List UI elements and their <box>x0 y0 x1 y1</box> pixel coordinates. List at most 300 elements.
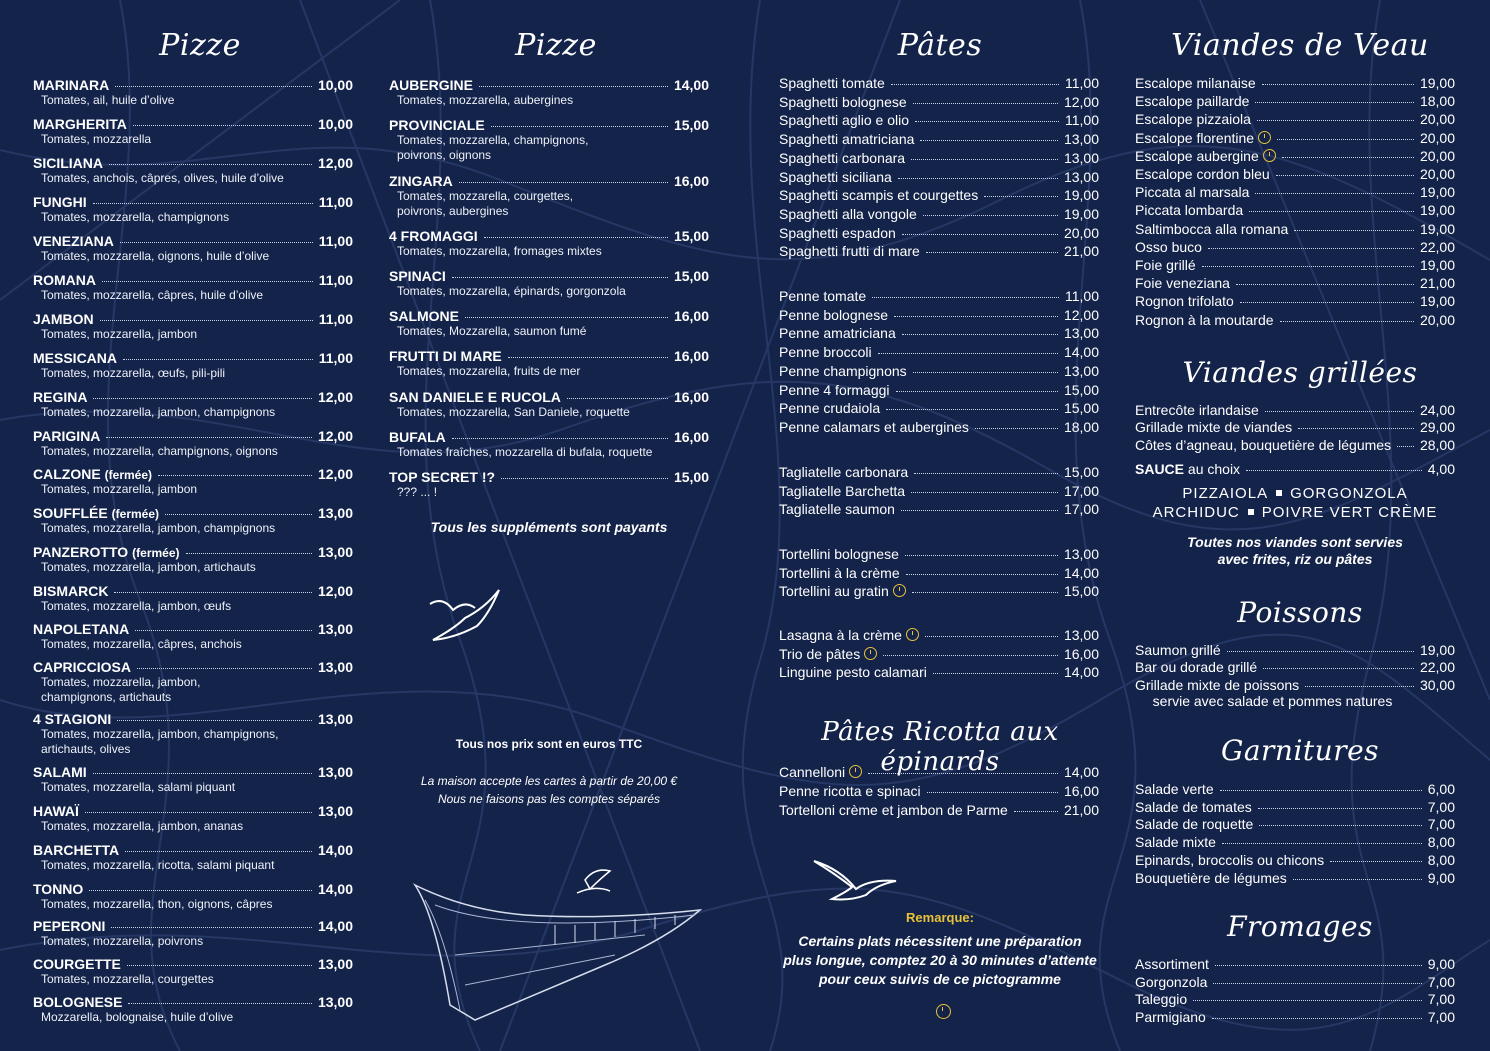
pizza-item <box>389 228 709 259</box>
side-item-price: 7,00 <box>1427 799 1455 815</box>
sauce-option: GORGONZOLA <box>1290 485 1408 502</box>
pizza-item <box>33 350 353 381</box>
pizza-description: Tomates, mozzarella, câpres, huile d’olive <box>41 288 264 302</box>
veal-item-price: 18,00 <box>1419 93 1455 109</box>
pizza-name: PANZEROTTO <box>33 544 129 560</box>
pizza-suffix: (fermée) <box>111 507 160 521</box>
pizza-description: Tomates, mozzarella, jambon, ananas <box>41 819 244 833</box>
veal-item-price: 21,00 <box>1419 275 1455 291</box>
pizza-price: 13,00 <box>317 621 353 637</box>
pizza-price: 13,00 <box>317 803 353 819</box>
fish-item-price: 19,00 <box>1419 642 1455 658</box>
pizza-description: Tomates, mozzarella, épinards, gorgonzola <box>397 284 626 298</box>
pizza-item <box>33 311 353 342</box>
pizza-item <box>33 711 353 757</box>
pizza-description: Tomates, mozzarella, jambon, œufs <box>41 599 232 613</box>
pizza-description: Tomates, mozzarella, champignons, oignons <box>41 444 278 458</box>
pizza-description: Tomates, mozzarella, jambon, champignons <box>41 405 276 419</box>
pizza-item <box>33 918 353 949</box>
pasta-item <box>779 363 1099 379</box>
side-item <box>1135 781 1455 797</box>
cheese-item-name: Parmigiano <box>1135 1009 1206 1025</box>
pizza-price: 15,00 <box>673 268 709 284</box>
side-item-price: 9,00 <box>1427 870 1455 886</box>
pasta-item <box>779 501 1099 517</box>
garnitures-title: Garnitures <box>1220 734 1380 767</box>
pasta-item-name: Spaghetti siciliana <box>779 169 892 185</box>
pizza-name: SICILIANA <box>33 155 103 171</box>
sauce-options-1 <box>1135 485 1455 502</box>
pasta-item-price: 11,00 <box>1065 288 1099 304</box>
pizza-price: 10,00 <box>317 77 353 93</box>
pizza-item <box>33 544 353 575</box>
pizza-price: 14,00 <box>317 918 353 934</box>
pizza-price: 13,00 <box>317 711 353 727</box>
ricotta-item-name: Penne ricotta e spinaci <box>779 783 921 799</box>
pates-title: Pâtes <box>897 28 983 63</box>
veal-item <box>1135 221 1455 237</box>
pizza-description: Tomates, mozzarella, fruits de mer <box>397 364 581 378</box>
pizza-price: 13,00 <box>317 764 353 780</box>
side-item-name: Bouquetière de légumes <box>1135 870 1287 886</box>
pasta-item <box>779 288 1099 304</box>
ricotta-item <box>779 764 1099 780</box>
pasta-item-name: Tortellini à la crème <box>779 565 900 581</box>
pasta-item-price: 11,00 <box>1065 75 1099 91</box>
pizza-description: Tomates, mozzarella, jambon, <box>41 675 201 689</box>
pasta-item-price: 13,00 <box>1063 169 1099 185</box>
veal-item <box>1135 111 1455 127</box>
pizza-item <box>389 429 709 460</box>
fromages-title: Fromages <box>1227 910 1373 943</box>
sauce-rest: au choix <box>1187 461 1241 477</box>
pasta-item-price: 20,00 <box>1063 225 1099 241</box>
sauce-option: POIVRE VERT CRÈME <box>1261 504 1438 521</box>
pizza-description: Tomates, mozzarella, jambon <box>41 482 198 496</box>
veal-item <box>1135 312 1455 328</box>
pasta-item-name: Penne amatriciana <box>779 325 896 341</box>
grill-item-price: 24,00 <box>1419 402 1455 418</box>
side-item-name: Salade mixte <box>1135 834 1216 850</box>
pasta-item-name: Linguine pesto calamari <box>779 664 927 680</box>
side-item <box>1135 852 1455 868</box>
pasta-item-name: Tagliatelle carbonara <box>779 464 909 480</box>
pasta-item-price: 15,00 <box>1063 382 1099 398</box>
veal-item <box>1135 239 1455 255</box>
fish-item-name: Grillade mixte de poissons <box>1135 677 1300 693</box>
pasta-item-name: Spaghetti frutti di mare <box>779 243 920 259</box>
pizza-price: 13,00 <box>317 544 353 560</box>
cheese-item-price: 7,00 <box>1427 974 1455 990</box>
pizza-description: Tomates, mozzarella, salami piquant <box>41 780 236 794</box>
pizza-item <box>389 268 709 299</box>
pizza-price: 14,00 <box>317 842 353 858</box>
pasta-item-price: 12,00 <box>1063 94 1099 110</box>
pizza-price: 12,00 <box>317 466 353 482</box>
pizza-item <box>33 77 353 108</box>
ricotta-item <box>779 802 1099 818</box>
pizze-left-title: Pizze <box>159 28 241 63</box>
pasta-item-name: Tagliatelle Barchetta <box>779 483 906 499</box>
pasta-item <box>779 464 1099 480</box>
pasta-item <box>779 664 1099 680</box>
pizza-description: Tomates, mozzarella, champignons, <box>397 133 589 147</box>
grill-item-price: 28,00 <box>1419 437 1455 453</box>
pasta-item-name: Spaghetti bolognese <box>779 94 907 110</box>
veal-item <box>1135 93 1455 109</box>
veal-item-price: 20,00 <box>1419 166 1455 182</box>
pizza-name: NAPOLETANA <box>33 621 130 637</box>
pizza-item <box>33 466 353 497</box>
pizza-item <box>33 764 353 795</box>
pizza-name: MESSICANA <box>33 350 118 366</box>
pasta-item <box>779 382 1099 398</box>
pizza-price: 12,00 <box>317 428 353 444</box>
pasta-item-price: 19,00 <box>1063 206 1099 222</box>
pizza-suffix: (fermée) <box>132 546 180 560</box>
veal-item-price: 22,00 <box>1419 239 1455 255</box>
veal-item-name: Escalope paillarde <box>1135 93 1250 109</box>
pasta-item <box>779 94 1099 110</box>
pizza-price: 11,00 <box>318 350 353 366</box>
grill-item <box>1135 419 1455 435</box>
pizza-item <box>389 308 709 339</box>
pasta-item-price: 11,00 <box>1065 112 1099 128</box>
seagull-icon <box>425 588 505 644</box>
pasta-item <box>779 187 1099 203</box>
pasta-item <box>779 325 1099 341</box>
veal-item-price: 19,00 <box>1419 202 1455 218</box>
pizza-price: 13,00 <box>317 659 353 675</box>
sauce-label: SAUCE <box>1135 461 1185 477</box>
pasta-item-price: 19,00 <box>1063 187 1099 203</box>
pasta-item-price: 16,00 <box>1063 646 1099 662</box>
pasta-item-price: 14,00 <box>1063 565 1099 581</box>
veal-item-name: Foie grillé <box>1135 257 1196 273</box>
pizza-item <box>33 583 353 614</box>
pizza-item <box>33 842 353 873</box>
veal-item-price: 20,00 <box>1419 312 1455 328</box>
pizza-name: CALZONE <box>33 466 101 482</box>
veal-item-name: Osso buco <box>1135 239 1202 255</box>
veal-item-name: Escalope pizzaiola <box>1135 111 1251 127</box>
pasta-item <box>779 75 1099 91</box>
fish-item <box>1135 659 1455 675</box>
pizza-description: Tomates, mozzarella, ricotta, salami piquant <box>41 858 275 872</box>
pasta-item <box>779 206 1099 222</box>
pizza-item <box>389 469 709 500</box>
pizza-name: ZINGARA <box>389 173 453 189</box>
veal-item <box>1135 166 1455 182</box>
veal-item-name: Foie veneziana <box>1135 275 1230 291</box>
boat-icon <box>405 855 710 1025</box>
ricotta-item-name: Tortelloni crème et jambon de Parme <box>779 802 1008 818</box>
grill-item-price: 29,00 <box>1419 419 1455 435</box>
pizza-name: SALMONE <box>389 308 459 324</box>
pizza-name: MARINARA <box>33 77 110 93</box>
pizza-price: 12,00 <box>317 583 353 599</box>
sauce-price: 4,00 <box>1427 461 1455 477</box>
remark-line-1: Certains plats nécessitent une préparation <box>798 933 1082 949</box>
pasta-item <box>779 565 1099 581</box>
pasta-item-price: 14,00 <box>1063 664 1099 680</box>
clock-icon <box>893 584 906 597</box>
pizza-description: artichauts, olives <box>41 742 131 756</box>
pasta-item-name: Tortellini au gratin <box>779 583 889 599</box>
pizza-name: FUNGHI <box>33 194 87 210</box>
pasta-item-price: 17,00 <box>1063 483 1099 499</box>
pizza-price: 16,00 <box>673 429 709 445</box>
pasta-item-name: Lasagna à la crème <box>779 627 902 643</box>
pasta-item-price: 13,00 <box>1063 131 1099 147</box>
veal-item-name: Escalope aubergine <box>1135 148 1259 164</box>
pizza-name: MARGHERITA <box>33 116 127 132</box>
pizza-description: Tomates, mozzarella, San Daniele, roquette <box>397 405 630 419</box>
veal-item <box>1135 75 1455 91</box>
pasta-item-price: 21,00 <box>1063 243 1099 259</box>
grill-item <box>1135 437 1455 453</box>
pasta-item <box>779 150 1099 166</box>
pizza-description: Tomates, mozzarella <box>41 132 152 146</box>
pizza-description: poivrons, oignons <box>397 148 492 162</box>
pizza-price: 11,00 <box>318 194 353 210</box>
pizza-price: 16,00 <box>673 308 709 324</box>
fish-item-price: 30,00 <box>1419 677 1455 693</box>
pasta-item-name: Tortellini bolognese <box>779 546 899 562</box>
pizza-name: BUFALA <box>389 429 446 445</box>
pizza-price: 10,00 <box>317 116 353 132</box>
pizza-name: PEPERONI <box>33 918 106 934</box>
cheese-item <box>1135 1009 1455 1025</box>
cheese-item-name: Assortiment <box>1135 956 1209 972</box>
grill-title: Viandes grillées <box>1182 356 1418 389</box>
poissons-title: Poissons <box>1237 596 1363 629</box>
pasta-item-name: Penne champignons <box>779 363 907 379</box>
pizza-name: JAMBON <box>33 311 94 327</box>
veal-item-name: Escalope florentine <box>1135 130 1255 146</box>
side-item-price: 6,00 <box>1427 781 1455 797</box>
pizza-item <box>33 194 353 225</box>
pizza-description: Tomates, mozzarella, poivrons <box>41 934 204 948</box>
pasta-item <box>779 112 1099 128</box>
remark-line-3: pour ceux suivis de ce pictogramme <box>819 971 1061 987</box>
grill-item-name: Grillade mixte de viandes <box>1135 419 1293 435</box>
pizza-description: Tomates, mozzarella, câpres, anchois <box>41 637 242 651</box>
pizza-price: 13,00 <box>317 994 353 1010</box>
pasta-item-price: 12,00 <box>1063 307 1099 323</box>
pizza-price: 15,00 <box>673 469 709 485</box>
pasta-item-name: Penne 4 formaggi <box>779 382 890 398</box>
cheese-item-name: Gorgonzola <box>1135 974 1208 990</box>
ricotta-title: Pâtes Ricotta aux épinards <box>821 717 1059 777</box>
pasta-item-price: 15,00 <box>1063 583 1099 599</box>
veal-item <box>1135 148 1455 164</box>
pasta-item-name: Penne calamars et aubergines <box>779 419 969 435</box>
pasta-item <box>779 546 1099 562</box>
pasta-item-price: 17,00 <box>1063 501 1099 517</box>
side-item <box>1135 799 1455 815</box>
side-item <box>1135 816 1455 832</box>
pizza-price: 13,00 <box>317 956 353 972</box>
veal-item <box>1135 184 1455 200</box>
supplements-note: Tous les suppléments sont payants <box>430 519 668 535</box>
pizza-price: 14,00 <box>317 881 353 897</box>
pizza-price: 13,00 <box>317 505 353 521</box>
sauce-option: ARCHIDUC <box>1152 504 1240 521</box>
grill-item-name: Entrecôte irlandaise <box>1135 402 1259 418</box>
pizza-item <box>33 272 353 303</box>
pizza-price: 16,00 <box>673 348 709 364</box>
pasta-item-name: Penne broccoli <box>779 344 872 360</box>
remark-title: Remarque: <box>906 910 974 925</box>
pasta-item-name: Trio de pâtes <box>779 646 861 662</box>
pizza-item <box>389 117 709 163</box>
veal-item-name: Escalope milanaise <box>1135 75 1256 91</box>
ricotta-item-price: 14,00 <box>1063 764 1099 780</box>
pizza-description: Tomates, anchois, câpres, olives, huile d’olive <box>41 171 284 185</box>
pasta-item-name: Spaghetti amatriciana <box>779 131 915 147</box>
pasta-item-price: 13,00 <box>1063 150 1099 166</box>
ricotta-item-price: 21,00 <box>1063 802 1099 818</box>
pizza-price: 16,00 <box>673 173 709 189</box>
pasta-item-price: 14,00 <box>1063 344 1099 360</box>
pasta-item <box>779 344 1099 360</box>
veal-item <box>1135 293 1455 309</box>
pizza-name: PROVINCIALE <box>389 117 485 133</box>
sauce-option: PIZZAIOLA <box>1182 485 1269 502</box>
side-item <box>1135 834 1455 850</box>
pasta-item-price: 13,00 <box>1063 325 1099 341</box>
veal-item <box>1135 130 1455 146</box>
sauce-row <box>1135 461 1455 477</box>
fish-item <box>1135 642 1455 658</box>
pizza-item <box>33 994 353 1025</box>
pizza-price: 14,00 <box>673 77 709 93</box>
pizza-name: ROMANA <box>33 272 96 288</box>
veal-item-name: Piccata al marsala <box>1135 184 1250 200</box>
pizza-price: 12,00 <box>317 155 353 171</box>
pizza-price: 16,00 <box>673 389 709 405</box>
pizza-description: Tomates, mozzarella, aubergines <box>397 93 574 107</box>
pizza-name: FRUTTI DI MARE <box>389 348 502 364</box>
fish-item-price: 22,00 <box>1419 659 1455 675</box>
fish-item-name: Saumon grillé <box>1135 642 1221 658</box>
pizza-name: PARIGINA <box>33 428 101 444</box>
pasta-item <box>779 400 1099 416</box>
pasta-item-name: Spaghetti tomate <box>779 75 885 91</box>
pizza-suffix: (fermée) <box>104 468 153 482</box>
veal-item-price: 19,00 <box>1419 75 1455 91</box>
fish-item-name: Bar ou dorade grillé <box>1135 659 1258 675</box>
pizza-name: SOUFFLÉE <box>33 505 108 521</box>
pizza-price: 11,00 <box>318 272 353 288</box>
pasta-item <box>779 169 1099 185</box>
veal-item-price: 19,00 <box>1419 221 1455 237</box>
pizza-price: 11,00 <box>318 233 353 249</box>
pizza-description: Tomates, mozzarella, jambon, artichauts <box>41 560 256 574</box>
pizza-price: 11,00 <box>318 311 353 327</box>
pizza-description: Tomates, mozzarella, jambon, champignons, <box>41 727 279 741</box>
sauce-options-2 <box>1135 504 1455 521</box>
pasta-item-name: Spaghetti carbonara <box>779 150 906 166</box>
side-item-price: 8,00 <box>1427 834 1455 850</box>
veal-item-price: 20,00 <box>1419 130 1455 146</box>
veal-item-price: 19,00 <box>1419 184 1455 200</box>
pasta-item <box>779 419 1099 435</box>
pasta-item-name: Spaghetti aglio e olio <box>779 112 909 128</box>
pasta-item-name: Tagliatelle saumon <box>779 501 895 517</box>
cheese-item-price: 7,00 <box>1427 991 1455 1007</box>
cheese-item <box>1135 956 1455 972</box>
served-note-1: Toutes nos viandes sont servies <box>1187 534 1403 550</box>
pizza-description: champignons, artichauts <box>41 690 172 704</box>
pasta-item-name: Spaghetti scampis et courgettes <box>779 187 979 203</box>
cheese-item-price: 7,00 <box>1427 1009 1455 1025</box>
pasta-item-name: Penne tomate <box>779 288 867 304</box>
side-item-price: 7,00 <box>1427 816 1455 832</box>
side-item-name: Epinards, broccolis ou chicons <box>1135 852 1325 868</box>
pizza-description: Tomates, mozzarella, oignons, huile d’olive <box>41 249 270 263</box>
pasta-item <box>779 131 1099 147</box>
pizza-description: Tomates, mozzarella, fromages mixtes <box>397 244 602 258</box>
served-note-2: avec frites, riz ou pâtes <box>1217 551 1373 567</box>
pasta-item-name: Spaghetti alla vongole <box>779 206 917 222</box>
veal-item-price: 20,00 <box>1419 148 1455 164</box>
pasta-item <box>779 483 1099 499</box>
pizza-description: Tomates, ail, huile d’olive <box>41 93 175 107</box>
pizza-item <box>33 659 353 705</box>
pasta-item <box>779 627 1099 643</box>
pizza-name: VENEZIANA <box>33 233 114 249</box>
pasta-item <box>779 646 1099 662</box>
viandes-title: Viandes de Veau <box>1171 28 1429 63</box>
pizza-item <box>33 116 353 147</box>
pizza-name: SPINACI <box>389 268 446 284</box>
pizza-item <box>389 173 709 219</box>
pizza-description: Tomates, mozzarella, œufs, pili-pili <box>41 366 226 380</box>
side-item-name: Salade verte <box>1135 781 1214 797</box>
pizza-name: 4 FROMAGGI <box>389 228 478 244</box>
pizza-name: BISMARCK <box>33 583 109 599</box>
pasta-item-price: 15,00 <box>1063 464 1099 480</box>
cheese-item-name: Taleggio <box>1135 991 1188 1007</box>
pizza-name: BARCHETTA <box>33 842 120 858</box>
pizza-name: COURGETTE <box>33 956 121 972</box>
veal-item-price: 19,00 <box>1419 257 1455 273</box>
grill-item <box>1135 402 1455 418</box>
veal-item <box>1135 257 1455 273</box>
pasta-item <box>779 583 1099 599</box>
pizza-name: SALAMI <box>33 764 87 780</box>
pizza-description: poivrons, aubergines <box>397 204 509 218</box>
pizza-item <box>33 155 353 186</box>
pizza-item <box>389 389 709 420</box>
pizza-description: Tomates, mozzarella, thon, oignons, câpres <box>41 897 273 911</box>
pizza-item <box>389 348 709 379</box>
pizza-item <box>33 233 353 264</box>
pizza-name: HAWAÏ <box>33 803 79 819</box>
pizza-name: SAN DANIELE E RUCOLA <box>389 389 561 405</box>
poissons-note: servie avec salade et pommes natures <box>1152 693 1393 709</box>
cards-note: La maison accepte les cartes à partir de 20,00 € <box>420 774 678 788</box>
side-item-name: Salade de tomates <box>1135 799 1252 815</box>
pizza-description: Tomates, mozzarella, champignons <box>41 210 230 224</box>
clock-icon <box>1258 131 1271 144</box>
pizza-description: Tomates, mozzarella, jambon <box>41 327 198 341</box>
side-item-name: Salade de roquette <box>1135 816 1254 832</box>
veal-item-price: 20,00 <box>1419 111 1455 127</box>
remark-line-2: plus longue, comptez 20 à 30 minutes d’attente <box>783 952 1097 968</box>
